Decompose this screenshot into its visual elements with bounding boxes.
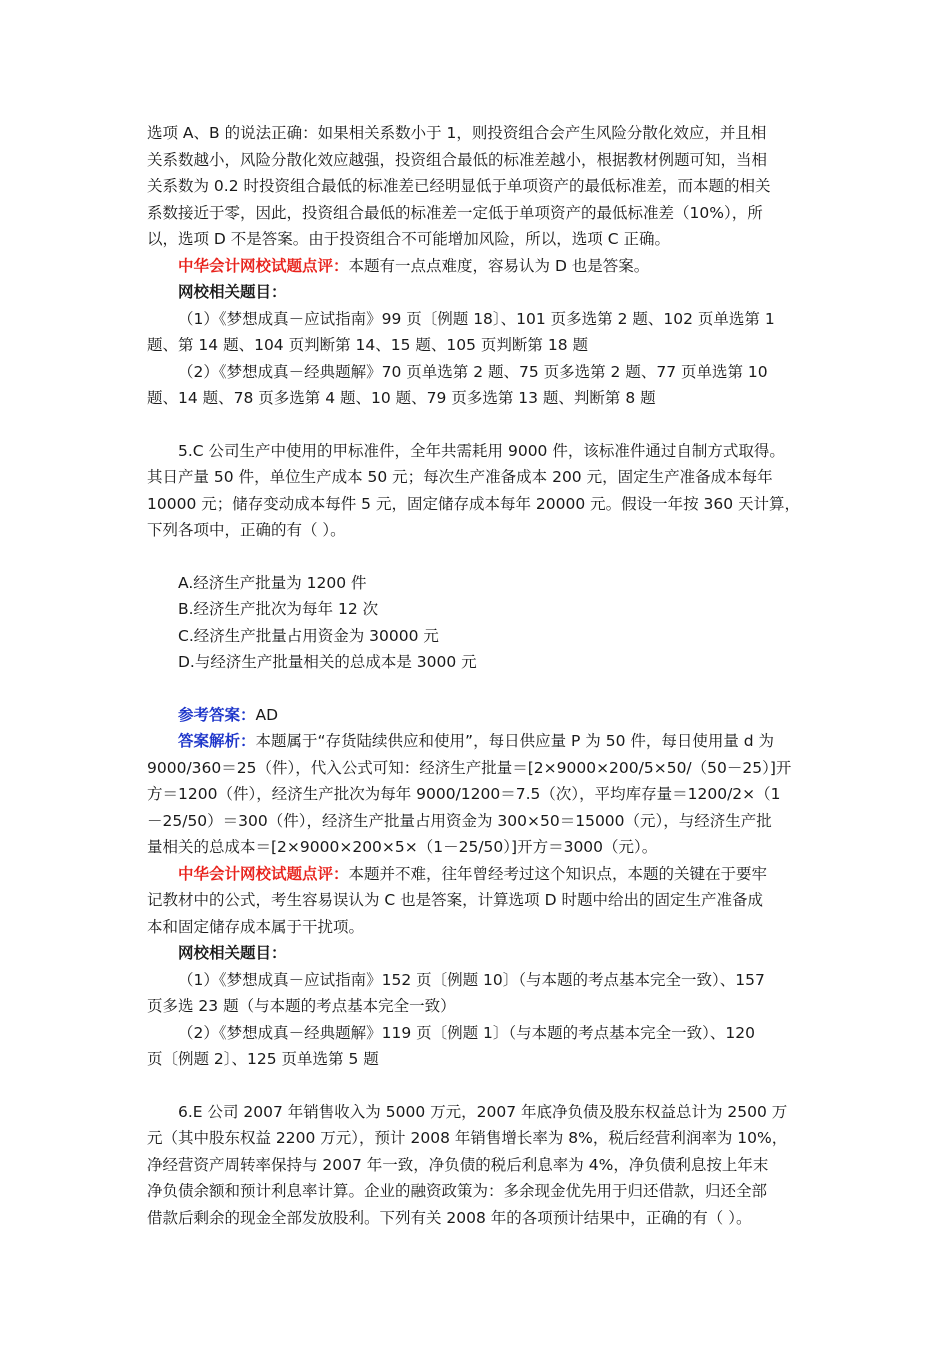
q4-comment [147, 253, 812, 280]
related-line: （2）《梦想成真－经典题解》70 页单选第 2 题、75 页多选第 2 题、77 页单选第 10 [178, 362, 768, 381]
paragraph-line: 选项 A、B 的说法正确：如果相关系数小于 1，则投资组合会产生风险分散化效应，并且相 [147, 124, 767, 142]
q6-stem-line: 6.E 公司 2007 年销售收入为 5000 万元，2007 年底净负债及股东权益总计为 2500 万 [178, 1102, 788, 1121]
q6-stem-line: 净经营资产周转率保持与 2007 年一致，净负债的税后利息率为 4%，净负债利息按上年末 [147, 1155, 769, 1174]
answer-value: AD [255, 705, 279, 724]
analysis-line: 量相关的总成本＝[2×9000×200×5×（1－25/50）]开方＝3000（元）。 [147, 838, 658, 856]
analysis-line: 方＝1200（件），经济生产批次为每年 9000/1200＝7.5（次），平均库存量＝1200/2×（1 [147, 785, 781, 803]
related-line: （2）《梦想成真－经典题解》119 页〔例题 1〕（与本题的考点基本完全一致）、120 [178, 1023, 755, 1042]
q5-analysis-first [147, 728, 812, 755]
spacer [147, 676, 812, 702]
analysis-line: 9000/360＝25（件），代入公式可知：经济生产批量＝[2×9000×200/5×50/（50－25）]开 [147, 758, 792, 777]
related-heading: 网校相关题目： [178, 944, 287, 962]
q5-stem-line: 其日产量 50 件，单位生产成本 50 元；每次生产准备成本 200 元，固定生产准备成本每年 [147, 468, 773, 486]
paragraph-line: 关系数越小，风险分散化效应越强，投资组合最低的标准差越小，根据教材例题可知，当相 [147, 150, 768, 169]
q5-stem-line: 10000 元；储存变动成本每件 5 元，固定储存成本每年 20000 元。假设一年按 360 天计算， [147, 494, 801, 513]
spacer [147, 412, 812, 438]
q5-stem-line: 下列各项中，正确的有（ ）。 [147, 521, 346, 539]
answer-label: 参考答案： [178, 705, 256, 724]
spacer [147, 544, 812, 570]
related-line: 页多选 23 题（与本题的考点基本完全一致） [147, 997, 456, 1015]
paragraph-line: 系数接近于零，因此，投资组合最低的标准差一定低于单项资产的最低标准差（10%），所 [147, 203, 763, 222]
q5-option-b: B.经济生产批次为每年 12 次 [178, 600, 379, 618]
comment-text: 本题有一点点难度，容易认为 D 也是答案。 [348, 256, 650, 275]
paragraph-line: 以，选项 D 不是答案。由于投资组合不可能增加风险，所以，选项 C 正确。 [147, 230, 670, 248]
q5-option-c: C.经济生产批量占用资金为 30000 元 [178, 626, 439, 645]
q6-stem-line: 借款后剩余的现金全部发放股利。下列有关 2008 年的各项预计结果中，正确的有（ ）。 [147, 1208, 752, 1227]
analysis-line: －25/50）＝300（件），经济生产批量占用资金为 300×50＝15000（元），与经济生产批 [147, 811, 772, 830]
related-line: 页〔例题 2〕、125 页单选第 5 题 [147, 1050, 379, 1068]
comment-line: 本和固定储存成本属于干扰项。 [147, 917, 365, 936]
related-line: （1）《梦想成真－应试指南》152 页〔例题 10〕（与本题的考点基本完全一致）、157 [178, 970, 765, 989]
analysis-text: 本题属于“存货陆续供应和使用”，每日供应量 P 为 50 件，每日使用量 d 为 [255, 732, 775, 750]
q6-stem-line: 元（其中股东权益 2200 万元），预计 2008 年销售增长率为 8%，税后经营利润率为 10%， [147, 1129, 788, 1147]
q5-answer [147, 702, 812, 729]
q5-comment [147, 861, 812, 888]
q5-option-d: D.与经济生产批量相关的总成本是 3000 元 [178, 653, 477, 671]
q6-stem-line: 净负债余额和预计利息率计算。企业的融资政策为：多余现金优先用于归还借款，归还全部 [147, 1182, 768, 1200]
comment-label: 中华会计网校试题点评： [178, 864, 349, 883]
comment-text: 本题并不难，往年曾经考过这个知识点，本题的关键在于要牢 [348, 864, 768, 883]
related-line: （1）《梦想成真－应试指南》99 页〔例题 18〕、101 页多选第 2 题、102 页单选第 1 [178, 309, 775, 328]
spacer [147, 1073, 812, 1099]
comment-line: 记教材中的公式，考生容易误认为 C 也是答案，计算选项 D 时题中给出的固定生产准备成 [147, 891, 763, 909]
comment-label: 中华会计网校试题点评： [178, 256, 349, 275]
analysis-label: 答案解析： [178, 732, 256, 750]
q5-stem-line: 5.C 公司生产中使用的甲标准件，全年共需耗用 9000 件，该标准件通过自制方式取得。 [178, 441, 785, 460]
related-line: 题、14 题、78 页多选第 4 题、10 题、79 页多选第 13 题、判断第 8 题 [147, 389, 656, 407]
q5-option-a: A.经济生产批量为 1200 件 [178, 573, 367, 592]
paragraph-line: 关系数为 0.2 时投资组合最低的标准差已经明显低于单项资产的最低标准差，而本题的相关 [147, 177, 771, 195]
related-line: 题、第 14 题、104 页判断第 14、15 题、105 页判断第 18 题 [147, 336, 588, 354]
related-heading: 网校相关题目： [178, 283, 287, 301]
q4-explanation [147, 120, 812, 253]
